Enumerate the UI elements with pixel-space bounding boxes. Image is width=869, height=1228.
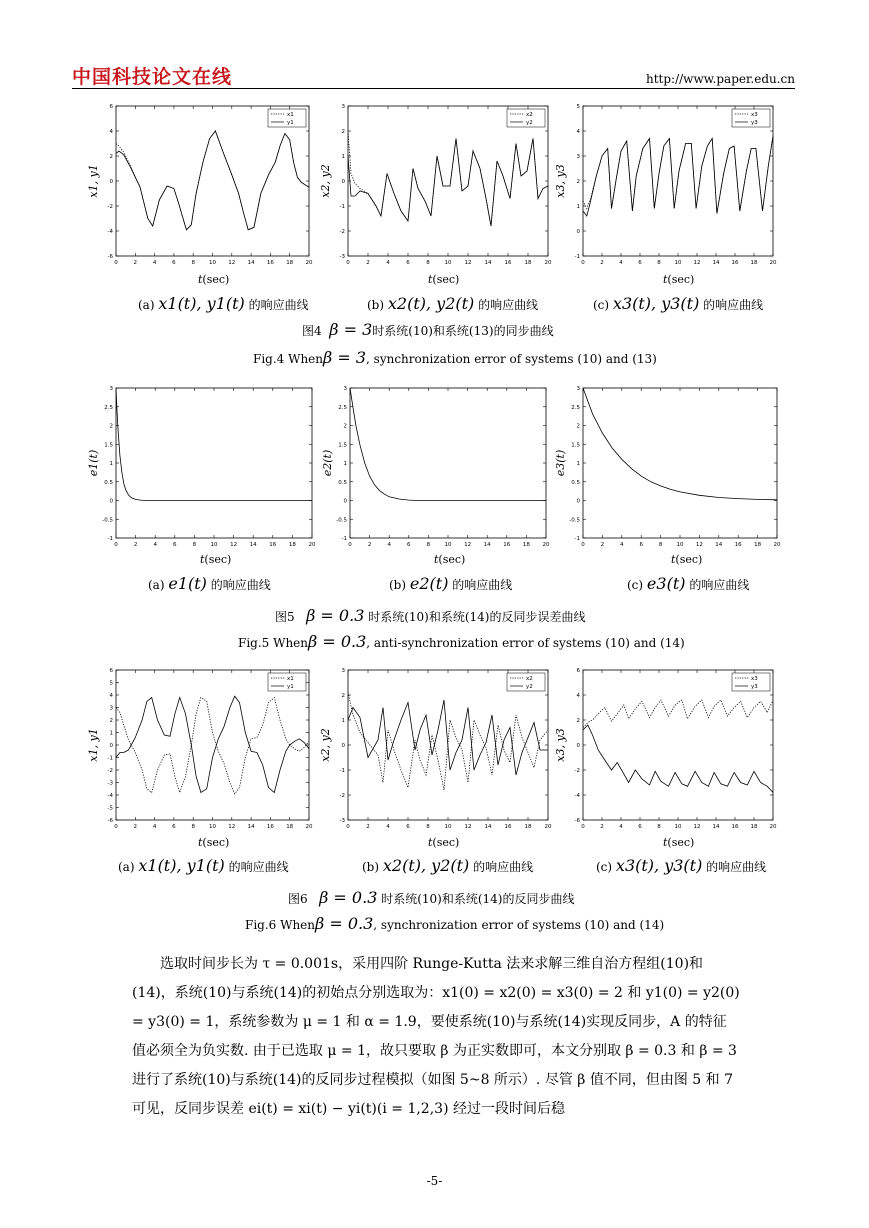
y-tick-label: 1 <box>343 461 347 467</box>
x-tick-label: 16 <box>266 824 274 830</box>
x-tick-label: 2 <box>133 824 138 830</box>
y-tick-label: 0.5 <box>571 479 580 486</box>
x-tick-label: 4 <box>619 824 623 830</box>
x-tick-label: 6 <box>638 824 642 830</box>
y-tick-label: 3 <box>576 386 580 392</box>
y-axis-label: x3, y3 <box>554 164 567 198</box>
plot-frame <box>116 106 309 256</box>
y-tick-label: -2 <box>107 768 113 774</box>
x-tick-label: 20 <box>769 824 777 830</box>
y-tick-label: -1 <box>107 536 113 542</box>
y-tick-label: -6 <box>107 818 113 824</box>
y-tick-label: -1 <box>341 536 347 542</box>
x-tick-label: 10 <box>444 542 452 548</box>
header-rule <box>72 88 795 89</box>
legend-label: x3 <box>751 676 758 682</box>
y-axis-label: e2(t) <box>321 449 334 477</box>
plot-fig6c <box>555 664 777 834</box>
x-tick-label: 18 <box>522 542 530 548</box>
plot-fig4a <box>88 100 313 270</box>
y-tick-label: -6 <box>574 818 580 824</box>
x-tick-label: 2 <box>600 542 605 548</box>
subcap-fig5b: (b) e2(t) 的响应曲线 <box>389 574 513 593</box>
y-axis-label: x3, y3 <box>554 728 567 762</box>
x-tick-label: 14 <box>484 260 492 266</box>
xlabel-fig5a: t(sec) <box>200 553 232 566</box>
y-tick-label: 0.5 <box>104 479 113 486</box>
figure-caption-cn-fig4: 图4 β = 3时系统(10)和系统(13)的同步曲线 <box>302 320 554 339</box>
x-tick-label: 10 <box>676 542 684 548</box>
legend-label: x2 <box>526 112 533 118</box>
y-tick-label: 1 <box>576 204 580 210</box>
x-tick-label: 0 <box>346 260 350 266</box>
y-axis-label: x2, y2 <box>319 164 332 198</box>
x-tick-label: 20 <box>308 542 316 548</box>
subcap-fig5a: (a) e1(t) 的响应曲线 <box>148 574 271 593</box>
y-axis-label: e3(t) <box>554 449 567 477</box>
figure-caption-en-fig4: Fig.4 Whenβ = 3, synchronization error of systems (10) and (13) <box>253 348 657 367</box>
xlabel-fig5b: t(sec) <box>434 553 466 566</box>
x-tick-label: 18 <box>524 824 532 830</box>
y-tick-label: 1 <box>109 461 113 467</box>
x-tick-label: 6 <box>638 260 642 266</box>
y-tick-label: -2 <box>339 793 345 799</box>
y-tick-label: 4 <box>109 693 113 699</box>
plot-fig5b <box>322 382 550 552</box>
legend-label: y3 <box>751 684 758 690</box>
x-tick-label: 20 <box>542 542 550 548</box>
y-tick-label: 0 <box>109 498 113 505</box>
y-tick-label: -3 <box>107 780 113 787</box>
x-tick-label: 4 <box>619 260 623 266</box>
plot-fig5a <box>88 382 316 552</box>
legend-label: y1 <box>287 684 294 690</box>
xlabel-fig6b: t(sec) <box>428 836 460 849</box>
y-axis-label: x1, y1 <box>87 728 100 762</box>
y-tick-label: -0.5 <box>336 517 347 524</box>
y-tick-label: -1 <box>574 254 580 260</box>
y-tick-label: 2 <box>109 154 113 160</box>
x-tick-label: 0 <box>581 824 585 830</box>
y-tick-label: 1 <box>109 730 113 737</box>
y-tick-label: -2 <box>107 204 113 210</box>
page-number: -5- <box>426 1174 443 1188</box>
x-tick-label: 18 <box>288 542 296 548</box>
subcap-fig6a: (a) x1(t), y1(t) 的响应曲线 <box>118 856 289 875</box>
plot-fig4c <box>555 100 777 270</box>
plot-frame <box>583 670 773 820</box>
x-tick-label: 12 <box>228 260 236 266</box>
y-tick-label: 2 <box>109 423 113 430</box>
x-tick-label: 2 <box>133 542 138 548</box>
x-tick-label: 16 <box>731 824 739 830</box>
x-tick-label: 16 <box>504 824 512 830</box>
x-tick-label: 10 <box>444 824 452 830</box>
y-tick-label: 2.5 <box>571 404 580 411</box>
x-tick-label: 8 <box>658 542 663 548</box>
plot-frame <box>583 388 777 538</box>
y-tick-label: 2.5 <box>104 404 113 411</box>
y-tick-label: -2 <box>574 768 580 774</box>
x-tick-label: 8 <box>191 260 195 266</box>
y-tick-label: 2.5 <box>338 404 347 411</box>
x-tick-label: 14 <box>712 260 720 266</box>
y-tick-label: 5 <box>109 680 113 687</box>
y-tick-label: -3 <box>339 254 345 260</box>
x-tick-label: 16 <box>734 542 742 548</box>
xlabel-fig4c: t(sec) <box>663 273 695 286</box>
y-tick-label: 3 <box>109 705 113 712</box>
x-tick-label: 6 <box>406 260 410 266</box>
x-tick-label: 2 <box>133 260 138 266</box>
x-tick-label: 14 <box>247 260 255 266</box>
y-tick-label: 0 <box>343 498 347 505</box>
x-tick-label: 18 <box>286 260 294 266</box>
x-tick-label: 14 <box>715 542 723 548</box>
xlabel-fig5c: t(sec) <box>671 553 703 566</box>
y-tick-label: 4 <box>576 693 580 699</box>
x-tick-label: 4 <box>386 824 390 830</box>
x-tick-label: 12 <box>464 824 472 830</box>
y-tick-label: -3 <box>339 818 345 824</box>
plot-fig6a <box>88 664 313 834</box>
y-tick-label: -5 <box>107 805 113 812</box>
body-paragraph: 选取时间步长为 τ = 0.001s，采用四阶 Runge-Kutta 法来求解三维自治方程组(10)和(14)，系统(10)与系统(14)的初始点分别选取为：x1(0) = x2(0) = x3(0) = 2 和 y1(0) = y2(0) = y3(0) = 1，系统参数为 μ = 1 和 α = 1.9，要使系统(10)与系统(14)实现反同步，A 的特征值必须全为负实数. 由于已选取 μ = 1，故只要取 β 为正实数即可，本文分别取 β = 0.3 和 β = 3 进行了系统(10)与系统(14)的反同步过程模拟（如图 5~8 所示）. 尽管 β 值不同，但由图 5 和 7 可见，反同步误差 ei(t) = xi(t) − yi(t)(i = 1,2,3) 经过一段时间后稳 <box>132 956 740 1117</box>
y-tick-label: -4 <box>574 793 580 799</box>
y-tick-label: 2 <box>576 423 580 430</box>
y-tick-label: 0 <box>109 179 113 185</box>
x-tick-label: 10 <box>210 542 218 548</box>
y-tick-label: 1.5 <box>104 442 113 449</box>
y-tick-label: 0 <box>576 498 580 505</box>
y-tick-label: 1 <box>341 154 345 160</box>
x-tick-label: 2 <box>600 824 604 830</box>
x-tick-label: 14 <box>483 542 491 548</box>
x-tick-label: 10 <box>674 824 682 830</box>
x-tick-label: 18 <box>750 824 758 830</box>
subcap-fig4b: (b) x2(t), y2(t) 的响应曲线 <box>367 294 539 313</box>
legend-label: y3 <box>751 120 758 126</box>
x-tick-label: 20 <box>305 260 313 266</box>
x-tick-label: 16 <box>504 260 512 266</box>
x-tick-label: 12 <box>693 824 701 830</box>
y-tick-label: -0.5 <box>102 517 113 524</box>
y-tick-label: 0.5 <box>338 479 347 486</box>
y-tick-label: 2 <box>576 718 580 724</box>
x-tick-label: 18 <box>524 260 532 266</box>
x-tick-label: 6 <box>173 542 177 548</box>
subcap-fig4a: (a) x1(t), y1(t) 的响应曲线 <box>138 294 309 313</box>
y-tick-label: -1 <box>339 768 345 774</box>
xlabel-fig6a: t(sec) <box>198 836 230 849</box>
y-tick-label: 6 <box>109 668 113 674</box>
x-tick-label: 20 <box>305 824 313 830</box>
x-tick-label: 8 <box>426 260 430 266</box>
legend-label: x1 <box>287 676 294 682</box>
figure-caption-cn-fig6: 图6 β = 0.3 时系统(10)和系统(14)的反同步曲线 <box>288 888 575 907</box>
xlabel-fig4b: t(sec) <box>428 273 460 286</box>
x-tick-label: 4 <box>153 542 157 548</box>
y-tick-label: -2 <box>339 229 345 235</box>
figure-caption-cn-fig5: 图5 β = 0.3 时系统(10)和系统(14)的反同步误差曲线 <box>275 606 586 625</box>
subcap-fig5c: (c) e3(t) 的响应曲线 <box>627 574 750 593</box>
x-tick-label: 12 <box>464 260 472 266</box>
x-tick-label: 0 <box>346 824 350 830</box>
y-tick-label: 0 <box>341 743 345 749</box>
plot-fig5c <box>555 382 781 552</box>
y-tick-label: 1 <box>341 718 345 724</box>
x-tick-label: 6 <box>639 542 643 548</box>
x-tick-label: 8 <box>191 824 195 830</box>
x-tick-label: 4 <box>386 260 390 266</box>
xlabel-fig6c: t(sec) <box>663 836 695 849</box>
x-tick-label: 0 <box>114 824 118 830</box>
y-tick-label: 4 <box>109 129 113 135</box>
x-tick-label: 8 <box>657 260 661 266</box>
y-tick-label: 5 <box>576 104 580 110</box>
figure-caption-en-fig5: Fig.5 Whenβ = 0.3, anti-synchronization error of systems (10) and (14) <box>238 632 685 651</box>
y-tick-label: 6 <box>576 668 580 674</box>
y-axis-label: x2, y2 <box>319 728 332 762</box>
x-tick-label: 12 <box>695 542 703 548</box>
x-tick-label: 12 <box>464 542 472 548</box>
x-tick-label: 12 <box>693 260 701 266</box>
y-tick-label: 1 <box>576 461 580 467</box>
y-axis-label: x1, y1 <box>87 164 100 198</box>
x-tick-label: 6 <box>172 260 176 266</box>
y-tick-label: -0.5 <box>569 517 580 524</box>
x-tick-label: 20 <box>769 260 777 266</box>
legend-label: x1 <box>287 112 294 118</box>
x-tick-label: 10 <box>209 824 216 830</box>
x-tick-label: 14 <box>249 542 257 548</box>
y-tick-label: 0 <box>576 229 580 235</box>
y-tick-label: 0 <box>341 179 345 185</box>
x-tick-label: 4 <box>387 542 391 548</box>
y-tick-label: 3 <box>109 386 113 392</box>
y-tick-label: -4 <box>107 229 113 235</box>
plot-frame <box>348 106 548 256</box>
x-tick-label: 16 <box>269 542 277 548</box>
y-tick-label: -4 <box>107 793 113 799</box>
x-tick-label: 18 <box>754 542 762 548</box>
y-tick-label: 2 <box>109 718 113 724</box>
y-tick-label: -6 <box>107 254 113 260</box>
x-tick-label: 0 <box>581 260 585 266</box>
x-tick-label: 0 <box>114 260 118 266</box>
subcap-fig4c: (c) x3(t), y3(t) 的响应曲线 <box>593 294 764 313</box>
legend-label: x3 <box>751 112 758 118</box>
y-tick-label: 3 <box>343 386 347 392</box>
x-tick-label: 18 <box>750 260 758 266</box>
y-tick-label: 2 <box>343 423 347 430</box>
plot-fig4b <box>320 100 552 270</box>
x-tick-label: 8 <box>426 824 430 830</box>
y-tick-label: -1 <box>107 755 113 762</box>
x-tick-label: 6 <box>172 824 176 830</box>
x-tick-label: 0 <box>348 542 352 548</box>
figure-caption-en-fig6: Fig.6 Whenβ = 0.3, synchronization error of systems (10) and (14) <box>245 914 665 933</box>
y-tick-label: 2 <box>576 179 580 185</box>
y-tick-label: 0 <box>576 743 580 749</box>
y-tick-label: 3 <box>576 154 580 160</box>
x-tick-label: 2 <box>367 542 372 548</box>
subcap-fig6c: (c) x3(t), y3(t) 的响应曲线 <box>596 856 767 875</box>
y-tick-label: 2 <box>341 129 345 135</box>
x-tick-label: 8 <box>426 542 431 548</box>
plot-frame <box>116 388 312 538</box>
y-tick-label: 4 <box>576 129 580 135</box>
x-tick-label: 10 <box>674 260 682 266</box>
y-tick-label: 1.5 <box>571 442 580 449</box>
x-tick-label: 14 <box>247 824 255 830</box>
header-url[interactable]: http://www.paper.edu.cn <box>645 72 795 86</box>
x-tick-label: 18 <box>286 824 294 830</box>
y-tick-label: 3 <box>341 104 345 110</box>
x-tick-label: 2 <box>366 824 370 830</box>
x-tick-label: 4 <box>152 260 157 266</box>
x-tick-label: 2 <box>366 260 370 266</box>
x-tick-label: 20 <box>773 542 781 548</box>
x-tick-label: 16 <box>266 260 274 266</box>
x-tick-label: 20 <box>544 260 552 266</box>
x-tick-label: 2 <box>600 260 604 266</box>
x-tick-label: 0 <box>114 542 118 548</box>
subcap-fig6b: (b) x2(t), y2(t) 的响应曲线 <box>362 856 534 875</box>
plot-fig6b <box>320 664 552 834</box>
x-tick-label: 12 <box>230 542 238 548</box>
x-tick-label: 14 <box>484 824 492 830</box>
journal-logo: 中国科技论文在线 <box>72 66 233 88</box>
y-tick-label: 3 <box>341 668 345 674</box>
xlabel-fig4a: t(sec) <box>198 273 230 286</box>
plot-frame <box>116 670 309 820</box>
x-tick-label: 6 <box>406 824 410 830</box>
x-tick-label: 4 <box>620 542 624 548</box>
legend-label: y1 <box>287 120 294 126</box>
y-tick-label: 2 <box>341 693 345 699</box>
y-tick-label: -1 <box>339 204 345 210</box>
x-tick-label: 14 <box>712 824 720 830</box>
x-tick-label: 10 <box>444 260 452 266</box>
y-tick-label: 6 <box>109 104 113 110</box>
legend-label: y2 <box>526 120 533 126</box>
x-tick-label: 10 <box>209 260 216 266</box>
legend-label: x2 <box>526 676 533 682</box>
x-tick-label: 6 <box>407 542 411 548</box>
legend-label: y2 <box>526 684 533 690</box>
x-tick-label: 4 <box>152 824 157 830</box>
x-tick-label: 0 <box>581 542 585 548</box>
y-axis-label: e1(t) <box>87 449 100 477</box>
x-tick-label: 16 <box>731 260 739 266</box>
x-tick-label: 16 <box>503 542 511 548</box>
y-tick-label: -1 <box>574 536 580 542</box>
x-tick-label: 12 <box>228 824 236 830</box>
x-tick-label: 8 <box>192 542 197 548</box>
y-tick-label: 1.5 <box>338 442 347 449</box>
x-tick-label: 20 <box>544 824 552 830</box>
y-tick-label: 0 <box>109 743 113 749</box>
plot-frame <box>350 388 546 538</box>
x-tick-label: 8 <box>657 824 661 830</box>
